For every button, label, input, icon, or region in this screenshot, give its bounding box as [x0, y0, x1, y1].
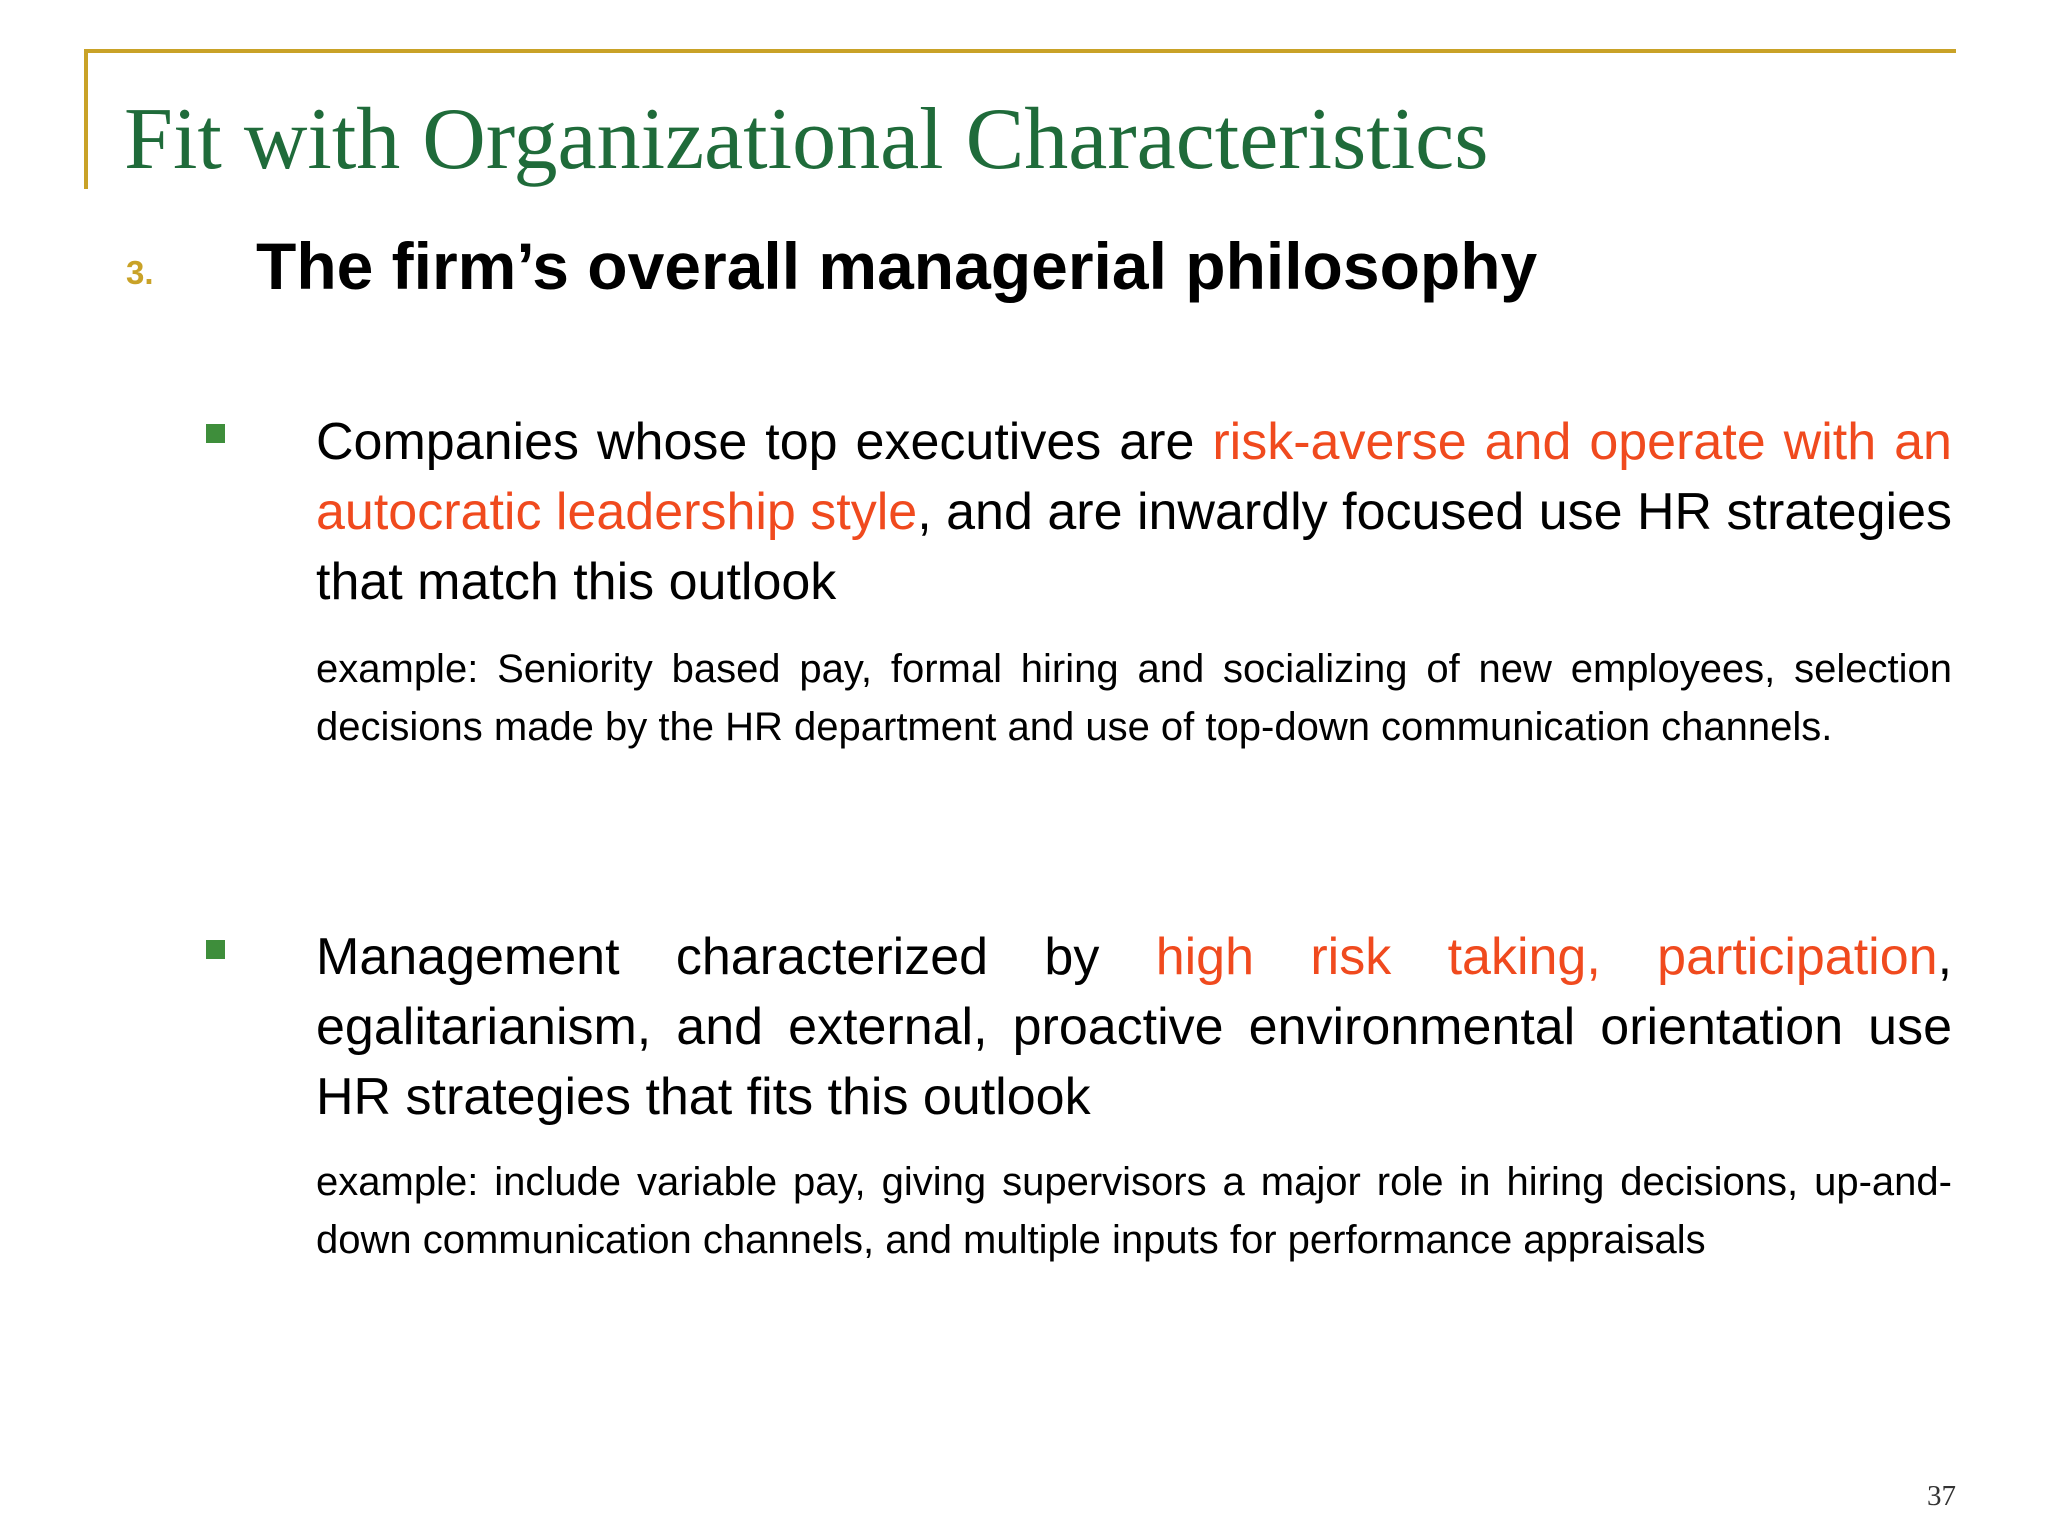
section-number: 3. [126, 254, 154, 291]
bullet-1-text-end: , and are inwardly focused use HR strategies that match this outlook [316, 483, 1952, 611]
page-number: 37 [1927, 1480, 1956, 1512]
slide-title: Fit with Organizational Characteristics [124, 91, 1489, 188]
bullet-2-highlight: high risk taking, participation [1155, 928, 1938, 986]
title-top-rule [84, 49, 1956, 53]
bullet-square-icon [206, 940, 225, 959]
bullet-1-example: example: Seniority based pay, formal hiring and socializing of new employees, selection decisions made by the HR department and use of top-down communication channels. [316, 647, 1952, 749]
bullet-2-text-start: Management characterized by [316, 928, 1156, 986]
bullet-1-highlight: risk-averse and operate with an autocratic leadership style [316, 413, 1952, 541]
bullet-2-text-end: , egalitarianism, and external, proactive environmental orientation use HR strategies that fits this outlook [316, 928, 1953, 1126]
bullet-text-1 [316, 407, 1952, 617]
bullet-text-2 [316, 922, 1952, 1132]
section-heading: The firm’s overall managerial philosophy [256, 229, 1538, 303]
bullet-square-icon [206, 424, 225, 443]
title-side-rule [84, 49, 88, 189]
bullet-2-example: example: include variable pay, giving supervisors a major role in hiring decisions, up-and-down communication channels, and multiple inputs for performance appraisals [316, 1160, 1952, 1262]
bullet-1-text-start: Companies whose top executives are [316, 413, 1213, 471]
